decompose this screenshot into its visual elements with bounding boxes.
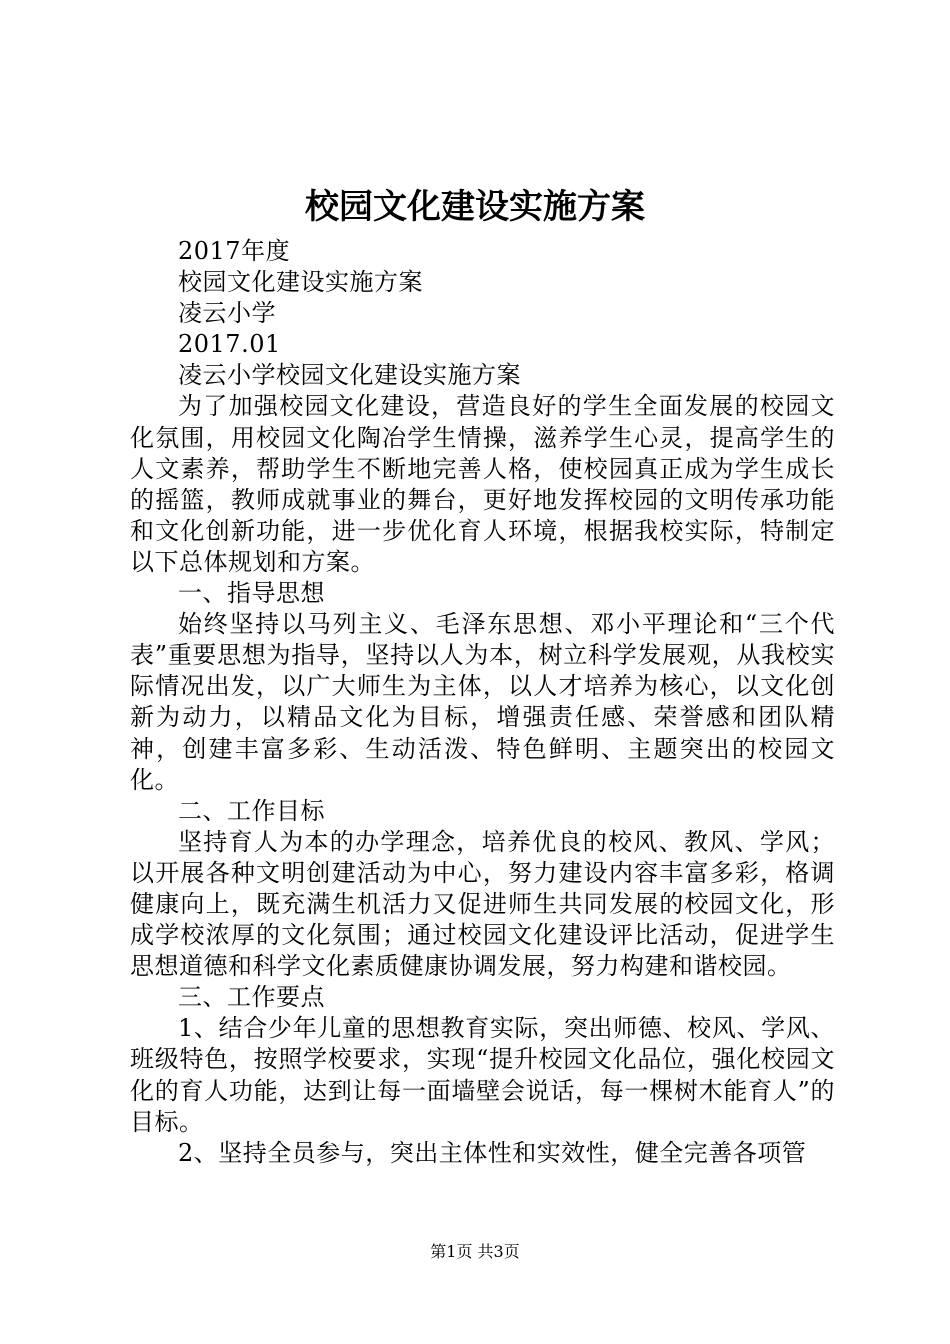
document-title: 校园文化建设实施方案: [305, 187, 645, 227]
paragraph-date: 2017.01: [178, 330, 281, 359]
section-heading-guiding-ideology: 一、指导思想: [178, 579, 325, 608]
page-footer: 第1页 共3页: [430, 1242, 520, 1261]
section-heading-key-points: 三、工作要点: [178, 983, 325, 1012]
paragraph-key-point-1: 1、结合少年儿童的思想教育实际，突出师德、校风、学风、班级特色，按照学校要求，实现“提升校园文化品位，强化校园文化的育人功能，达到让每一面墙壁会说话，每一棵树木能育人”的目标。: [130, 1014, 835, 1136]
paragraph-school: 凌云小学: [178, 299, 276, 328]
paragraph-subtitle: 校园文化建设实施方案: [178, 268, 423, 297]
paragraph-guiding-ideology: 始终坚持以马列主义、毛泽东思想、邓小平理论和“三个代表”重要思想为指导，坚持以人为本，树立科学发展观，从我校实际情况出发，以广大师生为主体，以人才培养为核心，以文化创新为动力，以精品文化为目标，增强责任感、荣誉感和团队精神，创建丰富多彩、生动活泼、特色鲜明、主题突出的校园文化。: [130, 610, 835, 794]
paragraph-key-point-2: 2、坚持全员参与，突出主体性和实效性，健全完善各项管: [178, 1138, 807, 1167]
paragraph-year: 2017年度: [178, 237, 291, 265]
document-body: [130, 236, 835, 1169]
section-heading-work-goals: 二、工作目标: [178, 796, 325, 825]
paragraph-heading: 凌云小学校园文化建设实施方案: [178, 361, 521, 390]
paragraph-intro: 为了加强校园文化建设，营造良好的学生全面发展的校园文化氛围，用校园文化陶冶学生情操，滋养学生心灵，提高学生的人文素养，帮助学生不断地完善人格，使校园真正成为学生成长的摇篮，教师成就事业的舞台，更好地发挥校园的文明传承功能和文化创新功能，进一步优化育人环境，根据我校实际，特制定以下总体规划和方案。: [130, 392, 835, 576]
paragraph-work-goals: 坚持育人为本的办学理念，培养优良的校风、教风、学风；以开展各种文明创建活动为中心，努力建设内容丰富多彩，格调健康向上，既充满生机活力又促进师生共同发展的校园文化，形成学校浓厚的文化氛围；通过校园文化建设评比活动，促进学生思想道德和科学文化素质健康协调发展，努力构建和谐校园。: [130, 827, 835, 981]
